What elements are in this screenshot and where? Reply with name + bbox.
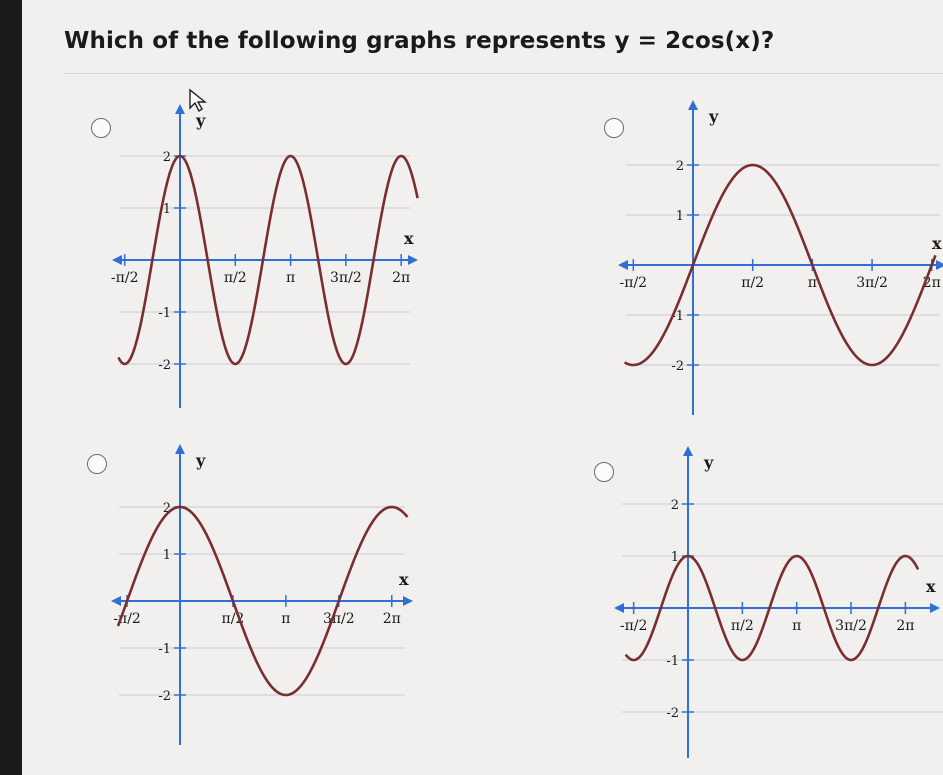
y-tick-label: -1: [671, 309, 684, 324]
graph-option-a[interactable]: [110, 100, 420, 420]
x-tick-label: π: [285, 270, 296, 286]
graph-option-c[interactable]: [105, 440, 415, 760]
x-tick-label: 2π: [392, 270, 411, 286]
y-axis-label: y: [196, 111, 206, 130]
y-axis-label: y: [196, 451, 206, 470]
y-axis-arrow-icon: [683, 446, 693, 456]
y-axis-label: y: [704, 453, 714, 472]
y-tick-label: -2: [158, 689, 171, 704]
x-tick-label: -π/2: [113, 611, 141, 627]
left-edge: [0, 0, 22, 775]
x-tick-label: -π/2: [619, 618, 648, 634]
x-axis-arrow-icon: [403, 596, 413, 606]
radio-option-a[interactable]: [91, 118, 111, 138]
x-tick-label: π: [281, 611, 291, 627]
question-text: Which of the following graphs represents y = 2cos(x)?: [64, 28, 775, 54]
y-axis-label: y: [709, 107, 719, 126]
y-tick-label: -1: [666, 654, 679, 669]
x-tick-label: -π/2: [619, 275, 648, 291]
x-tick-label: π/2: [730, 618, 754, 634]
x-tick-label: 3π/2: [856, 275, 888, 291]
y-axis-arrow-icon: [175, 444, 185, 454]
radio-option-d[interactable]: [594, 462, 614, 482]
x-tick-label: π: [807, 275, 817, 291]
y-tick-label: 2: [675, 159, 684, 174]
x-tick-label: 2π: [896, 618, 915, 634]
x-tick-label: π: [792, 618, 802, 634]
y-axis-arrow-icon: [175, 104, 185, 114]
y-tick-label: -1: [158, 306, 171, 321]
graph-option-d[interactable]: [612, 448, 943, 768]
x-tick-label: 3π/2: [835, 618, 867, 634]
y-tick-label: 1: [162, 202, 171, 217]
y-tick-label: 2: [670, 498, 679, 513]
x-axis-arrow-icon: [618, 260, 628, 270]
x-axis-arrow-icon: [111, 596, 121, 606]
y-tick-label: -2: [158, 358, 171, 373]
divider: [64, 73, 943, 74]
x-tick-label: π/2: [741, 275, 765, 291]
y-tick-label: 1: [162, 548, 171, 563]
radio-option-c[interactable]: [87, 454, 107, 474]
x-axis-label: x: [932, 234, 942, 253]
x-axis-label: x: [926, 577, 936, 596]
graph-option-b[interactable]: [618, 100, 943, 420]
x-axis-arrow-icon: [930, 603, 940, 613]
x-tick-label: -π/2: [110, 270, 139, 286]
x-axis-label: x: [399, 570, 409, 589]
x-axis-arrow-icon: [408, 255, 418, 265]
x-axis-label: x: [404, 229, 414, 248]
y-tick-label: -2: [666, 706, 679, 721]
y-axis-arrow-icon: [688, 100, 698, 110]
mouse-pointer-icon: [188, 88, 210, 114]
y-tick-label: 2: [162, 501, 171, 516]
x-tick-label: π/2: [221, 611, 245, 627]
y-tick-label: 1: [670, 550, 679, 565]
x-axis-arrow-icon: [614, 603, 624, 613]
y-tick-label: 2: [162, 150, 171, 165]
x-axis-arrow-icon: [112, 255, 122, 265]
x-tick-label: 3π/2: [322, 611, 355, 627]
y-tick-label: 1: [675, 209, 684, 224]
x-tick-label: 2π: [922, 275, 941, 291]
x-tick-label: 3π/2: [330, 270, 362, 286]
x-tick-label: π/2: [223, 270, 247, 286]
y-tick-label: -2: [671, 359, 684, 374]
x-axis-arrow-icon: [936, 260, 943, 270]
x-tick-label: 2π: [382, 611, 401, 627]
y-tick-label: -1: [158, 642, 171, 657]
